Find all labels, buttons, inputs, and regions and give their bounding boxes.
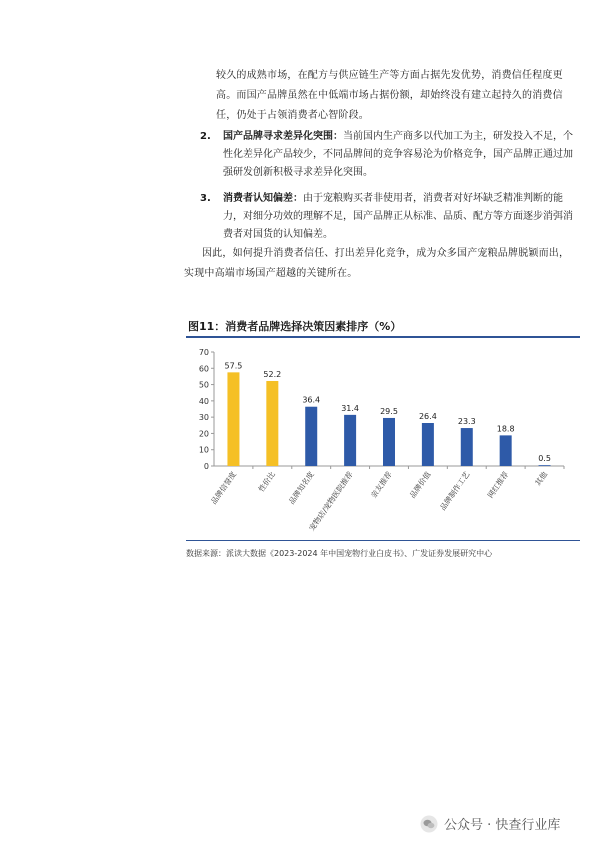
summary-paragraph: 因此，如何提升消费者信任、打出差异化竞争，成为众多国产宠粮品牌脱颖而出，实现中高端市场国产超越的关键所在。 [184,248,570,279]
bar-chart [186,338,580,538]
x-category-label: 品牌价值 [407,469,433,500]
list-title: 国产品牌寻求差异化突围： [223,131,343,142]
source-rule [186,540,580,541]
bar-value-label: 52.2 [263,369,282,379]
bar-value-label: 18.8 [496,424,515,434]
bar-value-label: 36.4 [302,395,321,405]
bar [383,418,395,466]
bar [266,381,278,466]
list-number: 2. [200,131,211,142]
x-category-label: 其他 [533,469,550,488]
bar-value-label: 31.4 [341,403,360,413]
x-category-label: 品牌制作工艺 [438,469,472,513]
list-title: 消费者认知偏差： [223,193,303,204]
y-tick-label: 50 [198,380,209,390]
bar-value-label: 29.5 [380,406,398,416]
bar [344,415,356,466]
list-body [223,128,578,182]
x-category-label: 网红推荐 [485,469,511,500]
bar [227,372,239,466]
x-category-label: 品牌信誉度 [209,469,239,506]
y-tick-label: 0 [203,462,209,471]
wechat-icon [420,815,438,833]
bar-value-label: 23.3 [457,417,476,427]
bar-value-label: 0.5 [538,454,551,464]
watermark-text: 公众号 · 快查行业库 [444,818,561,833]
list-body [223,190,578,244]
y-tick-label: 20 [198,429,209,439]
y-tick-label: 30 [198,413,209,423]
list-item-cognition [200,190,578,244]
bar-chart-svg [186,338,580,538]
list-number: 3. [200,193,211,204]
intro-paragraph: 较久的成熟市场，在配方与供应链生产等方面占据先发优势，消费信任程度更高。而国产品牌虽然在中低端市场占据份额，却始终没有建立起持久的消费信任，仍处于占领消费者心智阶段。 [216,70,563,121]
figure-source: 数据来源：派读大数据《2023-2024 年中国宠物行业白皮书》、广发证券发展研究中心 [186,549,493,558]
bar [422,423,434,466]
figure-title: 图11：消费者品牌选择决策因素排序（%） [188,320,402,333]
bar [461,428,473,466]
list-text: 由于宠粮购买者非使用者，消费者对好坏缺乏精准判断的能力，对细分功效的理解不足，国产品牌正从标准、品质、配方等方面逐步消弭消费者对国货的认知偏差。 [223,193,573,240]
bar-value-label: 57.5 [224,361,243,371]
bar [539,465,551,466]
x-category-label: 性价比 [256,469,277,494]
y-tick-label: 10 [198,445,209,455]
list-item-differentiation [200,128,578,182]
x-category-label: 宠物店/宠物医院推荐 [307,469,355,533]
watermark [420,814,560,833]
bar [305,407,317,466]
x-category-label: 亲友推荐 [369,469,394,500]
y-tick-label: 60 [198,364,209,374]
x-category-label: 品牌知名度 [286,469,316,506]
list-text: 当前国内生产商多以代加工为主，研发投入不足，个性化差异化产品较少，不同品牌间的竞争容易沦为价格竞争，国产品牌正通过加强研发创新积极寻求差异化突围。 [223,131,573,178]
bar-value-label: 26.4 [418,412,437,422]
y-tick-label: 70 [198,348,209,357]
y-tick-label: 40 [198,396,209,406]
bar [500,435,512,466]
